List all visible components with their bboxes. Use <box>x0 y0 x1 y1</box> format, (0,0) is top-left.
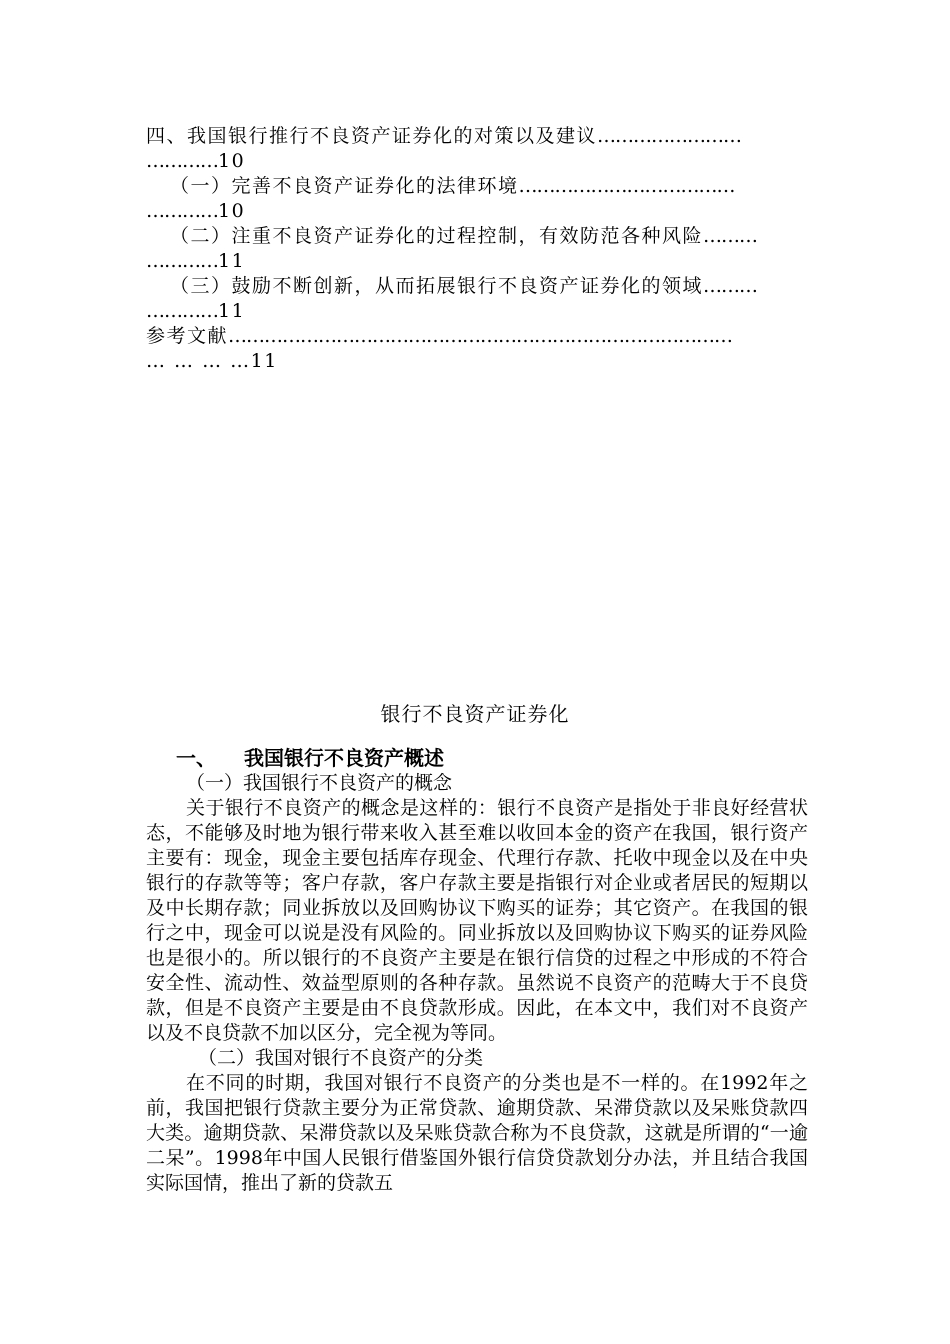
toc-page-number: 11 <box>218 300 246 322</box>
toc-item-4-1-line1[interactable]: （一）完善不良资产证券化的法律环境……………………………… <box>170 175 735 197</box>
toc-page-number: 11 <box>250 350 278 372</box>
body-paragraph: 关于银行不良资产的概念是这样的：银行不良资产是指处于非良好经营状态，不能够及时地为银行带来收入甚至难以收回本金的资产在我国，银行资产主要有：现金，现金主要包括库存现金、代理行存款、托收中现金以及在中央银行的存款等等；客户存款，客户存款主要是指银行对企业或者居民的短期以及中长期存款；同业拆放以及回购协议下购买的证券；其它资产。在我国的银行之中，现金可以说是没有风险的。同业拆放以及回购协议下购买的证券风险也是很小的。所以银行的不良资产主要是在银行信贷的过程之中形成的不符合安全性、流动性、效益型原则的各种存款。虽然说不良资产的范畴大于不良贷款，但是不良资产主要是由不良贷款形成。因此，在本文中，我们对不良资产以及不良贷款不加以区分，完全视为等同。 <box>146 797 808 1044</box>
toc-page-number: 10 <box>218 150 246 172</box>
toc-item-4-2-line2: …………11 <box>146 250 246 272</box>
toc-page-number: 11 <box>218 250 246 272</box>
document-body <box>146 746 808 1196</box>
document-title: 银行不良资产证券化 <box>380 702 570 726</box>
toc-item-4-2-line1[interactable]: （二）注重不良资产证券化的过程控制，有效防范各种风险……… <box>170 225 758 247</box>
toc-item-4-1-line2: …………10 <box>146 200 246 222</box>
toc-item-references-line2: … … … …11 <box>146 350 278 372</box>
section-number: 一、 <box>176 746 216 770</box>
subsection-heading: （一）我国银行不良资产的概念 <box>186 772 453 794</box>
table-of-contents <box>146 124 826 374</box>
toc-item-4-3-line1[interactable]: （三）鼓励不断创新，从而拓展银行不良资产证券化的领域……… <box>170 275 758 297</box>
body-paragraph: 在不同的时期，我国对银行不良资产的分类也是不一样的。在1992年之前，我国把银行贷款主要分为正常贷款、逾期贷款、呆滞贷款以及呆账贷款四大类。逾期贷款、呆滞贷款以及呆账贷款合称为不良贷款，这就是所谓的“一逾二呆”。1998年中国人民银行借鉴国外银行信贷贷款划分办法，并且结合我国实际国情，推出了新的贷款五 <box>146 1072 808 1194</box>
toc-item-4-line1[interactable]: 四、我国银行推行不良资产证券化的对策以及建议…………………… <box>146 125 742 147</box>
section-title: 我国银行不良资产概述 <box>244 746 444 770</box>
subsection-heading: （二）我国对银行不良资产的分类 <box>198 1047 484 1069</box>
section-heading <box>146 746 808 771</box>
toc-item-4-3-line2: …………11 <box>146 300 246 322</box>
toc-page-number: 10 <box>218 200 246 222</box>
toc-item-4-line2: …………10 <box>146 150 246 172</box>
toc-item-references-line1[interactable]: 参考文献………………………………………………………………………… <box>146 325 733 347</box>
